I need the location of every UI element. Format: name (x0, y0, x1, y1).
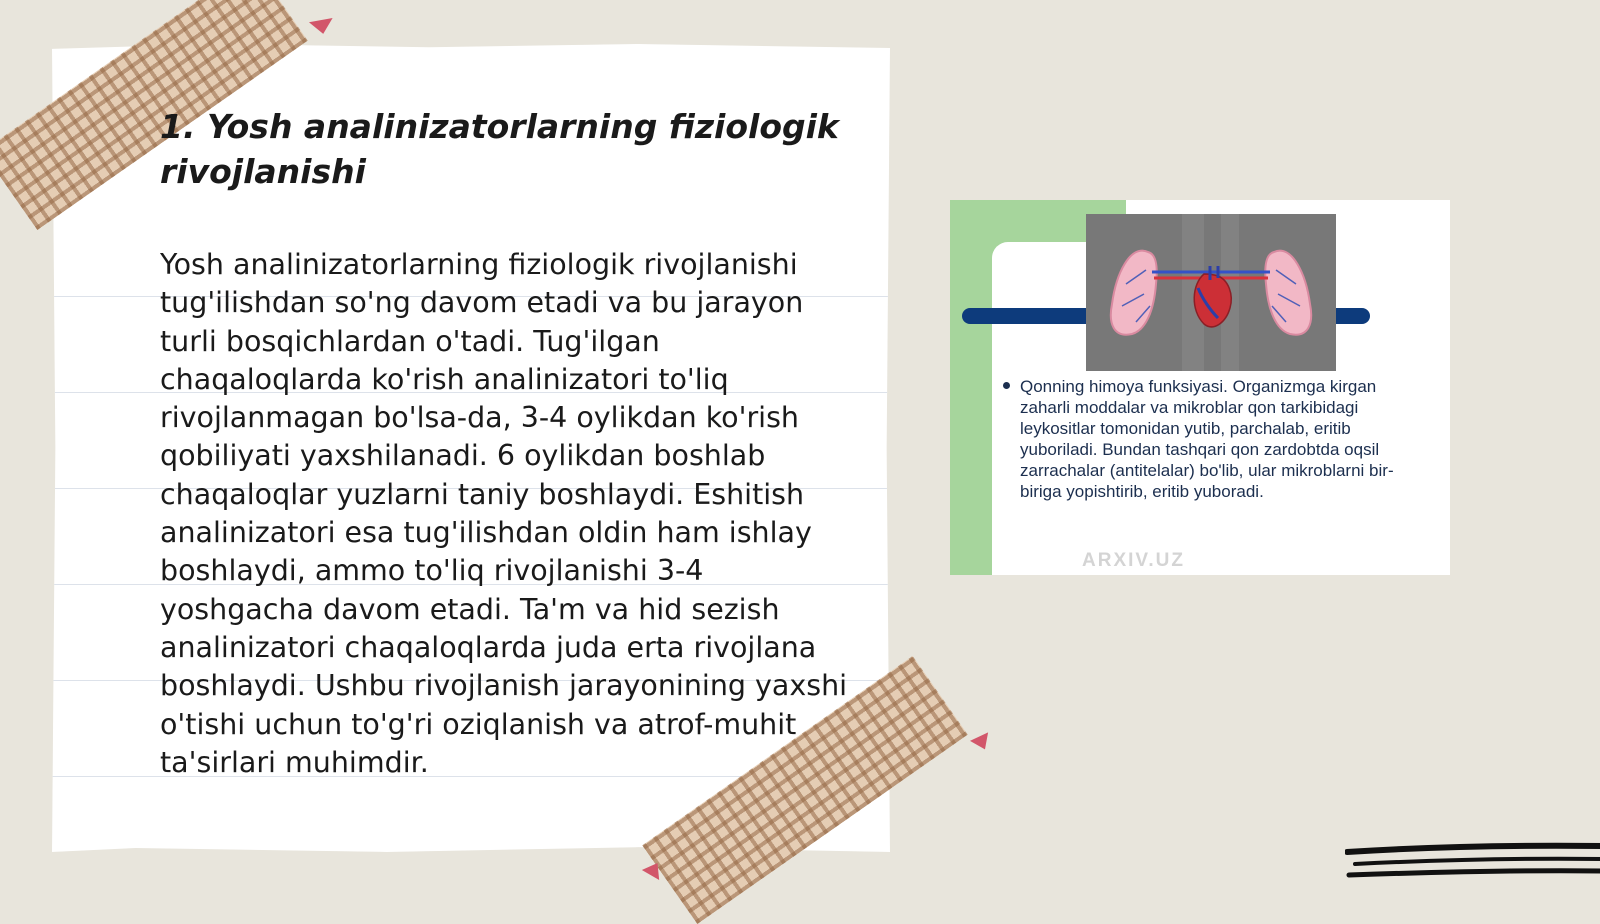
slide-bullet-text: Qonning himoya funksiyasi. Organizmga kirgan zaharli moddalar va mikroblar qon tarkibidagi leykositlar tomonidan yutib, parchalab, eritib yuboriladi. Bundan tashqari qon zardobtda oqsil zarrachalar (antitelalar) bo'lib, ular mikroblarni bir-biriga yopishtirib, eritib yuboradi. (1020, 377, 1394, 501)
slide-bullet-item (1000, 376, 1410, 502)
pushpin-icon (970, 732, 994, 753)
slide-title: 1. Yosh analinizatorlarning fiziologik rivojlanishi (160, 107, 839, 191)
bullet-dot-icon (1003, 382, 1010, 389)
brush-stroke-decoration (1345, 842, 1600, 892)
heart-lungs-illustration-icon (1086, 214, 1336, 371)
embedded-slide-image (950, 200, 1450, 575)
body-paragraph: Yosh analinizatorlarning fiziologik rivojlanishi tug'ilishdan so'ng davom etadi va bu jarayon turli bosqichlardan o'tadi. Tug'ilgan chaqaloqlarda ko'rish analinizatori to'liq rivojlanmagan bo'lsa-da, 3-4 oylikdan ko'rish qobiliyati yaxshilanadi. 6 oylikdan boshlab chaqaloqlar yuzlarni taniy boshlaydi. Eshitish analinizatori esa tug'ilishdan oldin ham ishlay boshlaydi, ammo to'liq rivojlanishi 3-4 yoshgacha davom etadi. Ta'm va hid sezish analinizatori chaqaloqlarda juda erta rivojlana boshlaydi. Ushbu rivojlanish jarayonining yaxshi o'tishi uchun to'g'ri oziqlanish va atrof-muhit ta'sirlari muhimdir. (160, 248, 848, 779)
pushpin-icon (309, 18, 335, 36)
watermark-logo: ARXIV.UZ (1082, 550, 1185, 571)
slide-bullet-list (1000, 376, 1410, 502)
